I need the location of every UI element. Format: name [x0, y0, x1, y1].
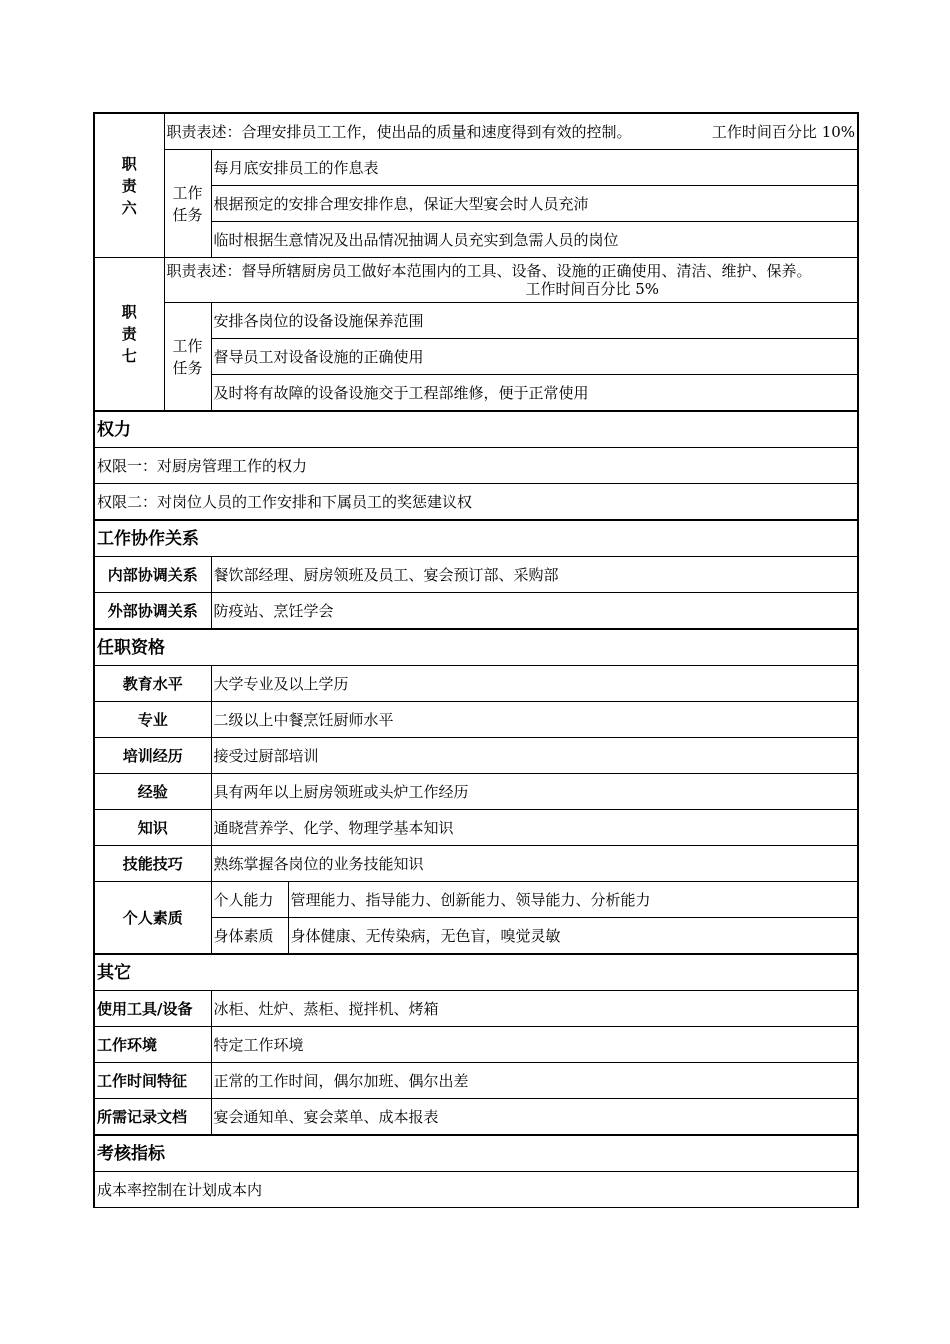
authority-item-2: 权限二：对岗位人员的工作安排和下属员工的奖惩建议权: [94, 484, 858, 521]
duty6-task-2: 根据预定的安排合理安排作息，保证大型宴会时人员充沛: [211, 186, 858, 222]
duty7-label: 职 责 七: [94, 258, 164, 412]
duty6-task-label: 工作任务: [164, 150, 211, 258]
internal-coordination-label: 内部协调关系: [94, 557, 211, 593]
duty7-task-2: 督导员工对设备设施的正确使用: [211, 339, 858, 375]
education-value: 大学专业及以上学历: [211, 666, 858, 702]
tools-value: 冰柜、灶炉、蒸柜、搅拌机、烤箱: [211, 991, 858, 1027]
skills-value: 熟练掌握各岗位的业务技能知识: [211, 846, 858, 882]
duty7-task-1: 安排各岗位的设备设施保养范围: [211, 303, 858, 339]
duty6-label: 职 责 六: [94, 113, 164, 258]
authority-item-1: 权限一：对厨房管理工作的权力: [94, 448, 858, 484]
duty7-time-percent: 工作时间百分比 5%: [525, 280, 660, 298]
duty6-time-percent: 工作时间百分比 10%: [711, 122, 856, 141]
section-other: 其它: [94, 954, 858, 991]
external-coordination-label: 外部协调关系: [94, 593, 211, 630]
section-authority: 权力: [94, 411, 858, 448]
duty7-task-label: 工作任务: [164, 303, 211, 412]
personal-quality-label: 个人素质: [94, 882, 211, 955]
external-coordination-value: 防疫站、烹饪学会: [211, 593, 858, 630]
tools-label: 使用工具/设备: [94, 991, 211, 1027]
knowledge-label: 知识: [94, 810, 211, 846]
work-time-value: 正常的工作时间，偶尔加班、偶尔出差: [211, 1063, 858, 1099]
documents-label: 所需记录文档: [94, 1099, 211, 1136]
skills-label: 技能技巧: [94, 846, 211, 882]
experience-label: 经验: [94, 774, 211, 810]
work-time-label: 工作时间特征: [94, 1063, 211, 1099]
personal-ability-value: 管理能力、指导能力、创新能力、领导能力、分析能力: [288, 882, 858, 918]
duty7-task-3: 及时将有故障的设备设施交于工程部维修，便于正常使用: [211, 375, 858, 412]
experience-value: 具有两年以上厨房领班或头炉工作经历: [211, 774, 858, 810]
education-label: 教育水平: [94, 666, 211, 702]
duty6-task-3: 临时根据生意情况及出品情况抽调人员充实到急需人员的岗位: [211, 222, 858, 258]
environment-value: 特定工作环境: [211, 1027, 858, 1063]
duty6-description: 职责表述：合理安排员工工作，使出品的质量和速度得到有效的控制。 工作时间百分比 10%: [164, 113, 858, 150]
physical-quality-value: 身体健康、无传染病，无色盲，嗅觉灵敏: [288, 918, 858, 955]
training-label: 培训经历: [94, 738, 211, 774]
major-value: 二级以上中餐烹饪厨师水平: [211, 702, 858, 738]
job-description-table: [93, 112, 857, 1208]
knowledge-value: 通晓营养学、化学、物理学基本知识: [211, 810, 858, 846]
duty7-description: 职责表述：督导所辖厨房员工做好本范围内的工具、设备、设施的正确使用、清洁、维护、保养。 工作时间百分比 5%: [164, 258, 858, 303]
duty6-task-1: 每月底安排员工的作息表: [211, 150, 858, 186]
physical-quality-label: 身体素质: [211, 918, 288, 955]
personal-ability-label: 个人能力: [211, 882, 288, 918]
section-cooperation: 工作协作关系: [94, 520, 858, 557]
training-value: 接受过厨部培训: [211, 738, 858, 774]
assessment-item-1: 成本率控制在计划成本内: [94, 1172, 858, 1208]
section-assessment: 考核指标: [94, 1135, 858, 1172]
documents-value: 宴会通知单、宴会菜单、成本报表: [211, 1099, 858, 1136]
section-qualification: 任职资格: [94, 629, 858, 666]
major-label: 专业: [94, 702, 211, 738]
environment-label: 工作环境: [94, 1027, 211, 1063]
internal-coordination-value: 餐饮部经理、厨房领班及员工、宴会预订部、采购部: [211, 557, 858, 593]
